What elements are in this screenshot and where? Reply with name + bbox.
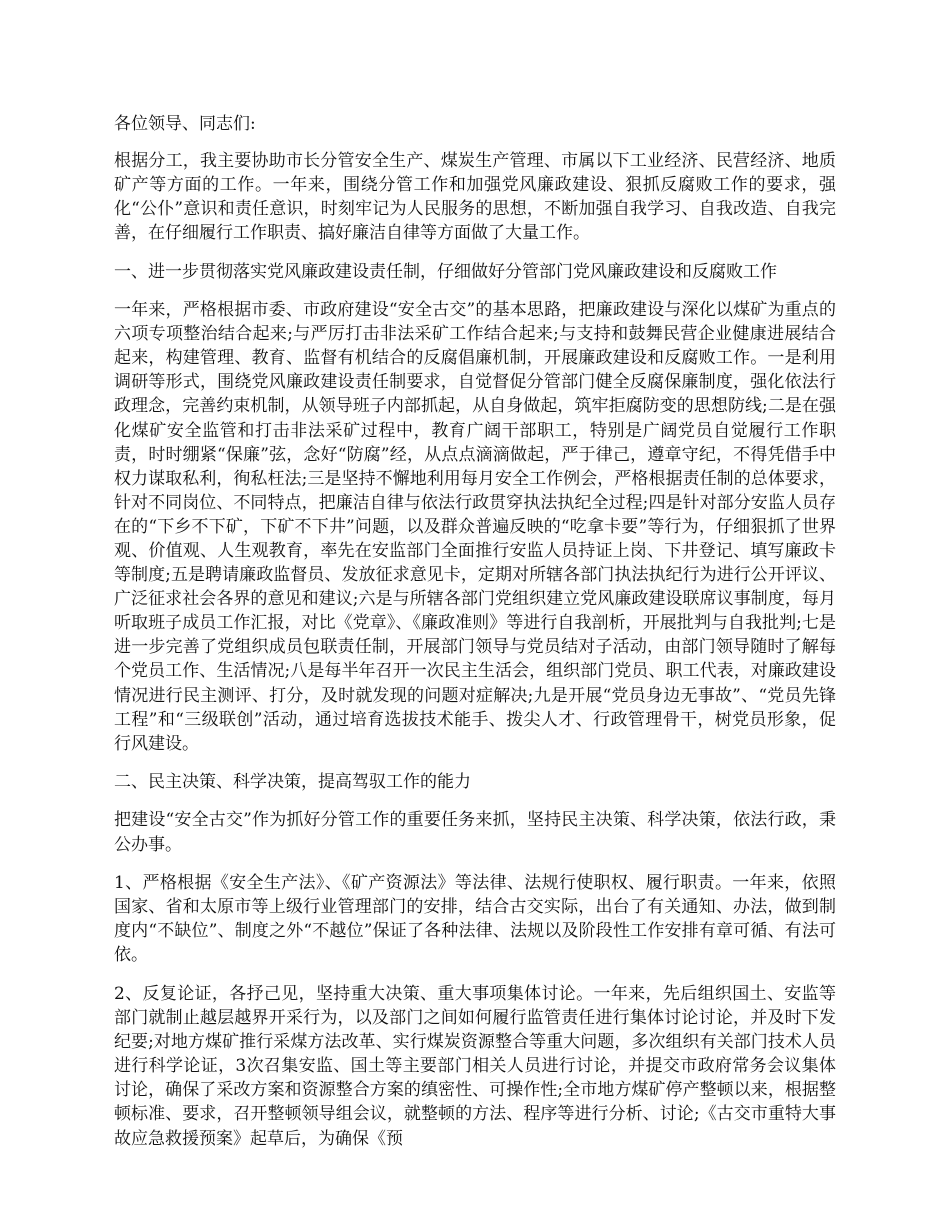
point-1-paragraph: 1、严格根据《安全生产法》、《矿产资源法》等法律、法规行使职权、履行职责。一年来，依照国家、省和太原市等上级行业管理部门的安排，结合古交实际，出台了有关通知、办法，做到制度内“不缺位”、制度之外“不越位”保证了各种法律、法规以及阶段性工作安排有章可循、有法可依。 bbox=[114, 873, 836, 966]
intro-paragraph: 根据分工，我主要协助市长分管安全生产、煤炭生产管理、市属以下工业经济、民营经济、地质矿产等方面的工作。一年来，围绕分管工作和加强党风廉政建设、狠抓反腐败工作的要求，强化“公仆”意识和责任意识，时刻牢记为人民服务的思想，不断加强自我学习、自我改造、自我完善，在仔细履行工作职责、搞好廉洁自律等方面做了大量工作。 bbox=[114, 151, 836, 244]
salutation: 各位领导、同志们: bbox=[114, 114, 256, 134]
document-page bbox=[114, 112, 836, 1165]
section-2-intro: 把建设“安全古交”作为抓好分管工作的重要任务来抓，坚持民主决策、科学决策，依法行政，秉公办事。 bbox=[114, 810, 836, 855]
point-2-paragraph: 2、反复论证，各抒己见，坚持重大决策、重大事项集体讨论。一年来，先后组织国土、安监等部门就制止越层越界开采行为，以及部门之间如何履行监管责任进行集体讨论讨论，并及时下发纪要;对地方煤矿推行采煤方法改革、实行煤炭资源整合等重大问题，多次组织有关部门技术人员进行科学论证，3次召集安监、国土等主要部门相关人员进行讨论，并提交市政府常务会议集体讨论，确保了采改方案和资源整合方案的缜密性、可操作性;全市地方煤矿停产整顿以来，根据整顿标准、要求，召开整顿领导组会议，就整顿的方法、程序等进行分析、讨论;《古交市重特大事故应急救援预案》起草后，为确保《预 bbox=[114, 984, 836, 1149]
section-2-heading: 二、民主决策、科学决策，提高驾驭工作的能力 bbox=[114, 772, 471, 793]
section-1-body: 一年来，严格根据市委、市政府建设“安全古交”的基本思路，把廉政建设与深化以煤矿为重点的六项专项整治结合起来;与严厉打击非法采矿工作结合起来;与支持和鼓舞民营企业健康进展结合起来，构建管理、教育、监督有机结合的反腐倡廉机制，开展廉政建设和反腐败工作。一是利用调研等形式，围绕党风廉政建设责任制要求，自觉督促分管部门健全反腐保廉制度，强化依法行政理念，完善约束机制，从领导班子内部抓起，从自身做起，筑牢拒腐防变的思想防线;二是在强化煤矿安全监管和打击非法采矿过程中，教育广阔干部职工，特别是广阔党员自觉履行工作职责，时时绷紧“保廉”弦，念好“防腐”经，从点点滴滴做起，严于律己，遵章守纪，不得凭借手中权力谋取私利，徇私枉法;三是坚持不懈地利用每月安全工作例会，严格根据责任制的总体要求，针对不同岗位、不同特点，把廉洁自律与依法行政贯穿执法执纪全过程;四是针对部分安监人员存在的“下乡不下矿，下矿不下井”问题，以及群众普遍反映的“吃拿卡要”等行为，仔细狠抓了世界观、价值观、人生观教育，率先在安监部门全面推行安监人员持证上岗、下井登记、填写廉政卡等制度;五是聘请廉政监督员、发放征求意见卡，定期对所辖各部门执法执纪行为进行公开评议、广泛征求社会各界的意见和建议;六是与所辖各部门党组织建立党风廉政建设联席议事制度，每月听取班子成员工作汇报，对比《党章》、《廉政准则》等进行自我剖析，开展批判与自我批判;七是进一步完善了党组织成员包联责任制，开展部门领导与党员结对子活动，由部门领导随时了解每个党员工作、生活情况;八是每半年召开一次民主生活会，组织部门党员、职工代表，对廉政建设情况进行民主测评、打分，及时就发现的问题对症解决;九是开展“党员身边无事故”、“党员先锋工程”和“三级联创”活动，通过培育选拔技术能手、拨尖人才、行政管理骨干，树党员形象，促行风建设。 bbox=[114, 300, 836, 754]
section-1-heading: 一、进一步贯彻落实党风廉政建设责任制，仔细做好分管部门党风廉政建设和反腐败工作 bbox=[114, 261, 777, 282]
